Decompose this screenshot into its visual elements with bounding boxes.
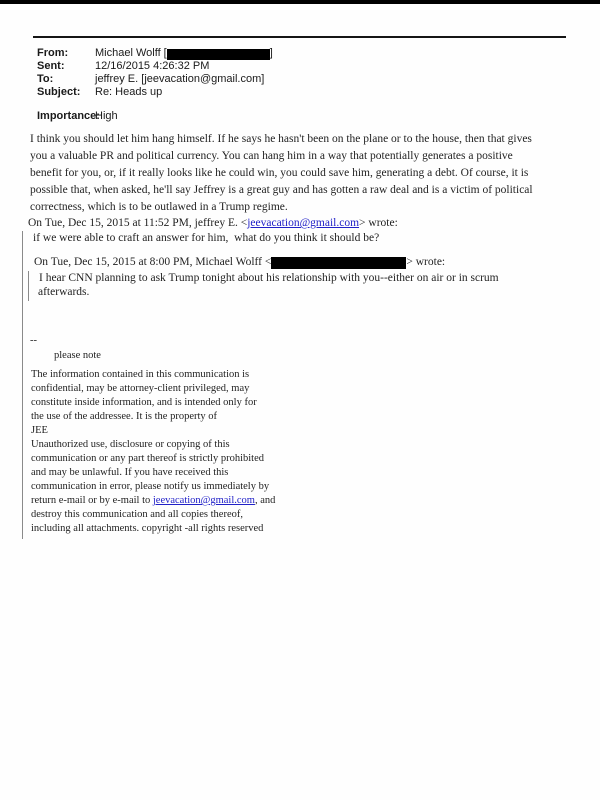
disclaimer-line: The information contained in this communication is [31, 369, 250, 380]
disclaimer-line: the use of the addressee. It is the property of [31, 411, 218, 422]
disclaimer-line: confidential, may be attorney-client privileged, may [31, 383, 250, 394]
body-line: correctness, which is to be outlawed in a Trump regime. [30, 201, 288, 213]
disclaimer-line: communication in error, please notify us immediately by [31, 481, 270, 492]
from-value [95, 47, 273, 60]
legal-disclaimer [31, 368, 275, 536]
disclaimer-line: constitute inside information, and is intended only for [31, 397, 257, 408]
disclaimer-line: and may be unlawful. If you have received this [31, 467, 229, 478]
quote1-attribution-suffix: > wrote: [359, 217, 398, 229]
body-line: you a valuable PR and political currency. You can hang him in a way that potentially generates a positive [30, 150, 513, 162]
top-black-bar [0, 0, 600, 4]
sent-label: Sent: [37, 60, 65, 72]
disclaimer-line: JEE [31, 425, 48, 436]
disclaimer-link-suffix: , and [254, 495, 276, 506]
to-label: To: [37, 73, 54, 85]
body-line: benefit for you, or, if it really looks like he could win, you could save him, generating a debt. Of course, it is [30, 167, 529, 179]
signature-note: please note [54, 350, 101, 361]
disclaimer-email-link[interactable]: jeevacation@gmail.com [152, 495, 255, 506]
quote2-attribution [34, 255, 445, 270]
body-line: I think you should let him hang himself. If he says he hasn't been on the plane or to the house, then that gives [30, 133, 532, 145]
from-value-prefix: Michael Wolff [ [95, 47, 167, 59]
from-redaction-box [167, 49, 270, 60]
quote-level2-bar [28, 271, 30, 301]
quote1-attribution-prefix: On Tue, Dec 15, 2015 at 11:52 PM, jeffrey E. < [28, 217, 248, 229]
disclaimer-link-line [31, 494, 275, 508]
quoted-email-link[interactable]: jeevacation@gmail.com [247, 217, 360, 229]
quote1-text: if we were able to craft an answer for him, what do you think it should be? [33, 232, 380, 244]
importance-value: High [95, 110, 118, 122]
disclaimer-line: communication or any part thereof is strictly prohibited [31, 453, 264, 464]
importance-label: Importance: [37, 110, 100, 122]
disclaimer-line: including all attachments. copyright -all rights reserved [31, 523, 264, 534]
disclaimer-line: destroy this communication and all copies thereof, [31, 509, 243, 520]
from-value-suffix: ] [269, 47, 273, 59]
quote2-text-line: I hear CNN planning to ask Trump tonight about his relationship with you--either on air or in scrum [39, 272, 499, 284]
subject-value: Re: Heads up [95, 86, 163, 98]
quote1-attribution [28, 216, 398, 231]
sent-value: 12/16/2015 4:26:32 PM [95, 60, 210, 72]
subject-label: Subject: [37, 86, 81, 98]
sender-redaction-box [271, 257, 406, 269]
quote2-attribution-prefix: On Tue, Dec 15, 2015 at 8:00 PM, Michael Wolff < [34, 256, 272, 268]
message-body-paragraph [30, 131, 533, 216]
to-value: jeffrey E. [jeevacation@gmail.com] [95, 73, 265, 85]
quote-level1-bar [22, 231, 24, 539]
quote2-attribution-suffix: > wrote: [406, 256, 446, 268]
disclaimer-link-prefix: return e-mail or by e-mail to [31, 495, 153, 506]
body-line: possible that, when asked, he'll say Jeffrey is a great guy and has gotten a raw deal and is a victim of political [30, 184, 533, 196]
disclaimer-line: Unauthorized use, disclosure or copying of this [31, 439, 230, 450]
quote2-text-line: afterwards. [38, 286, 90, 298]
signature-divider: -- [30, 335, 37, 346]
header-divider [33, 36, 566, 39]
from-label: From: [37, 47, 69, 59]
